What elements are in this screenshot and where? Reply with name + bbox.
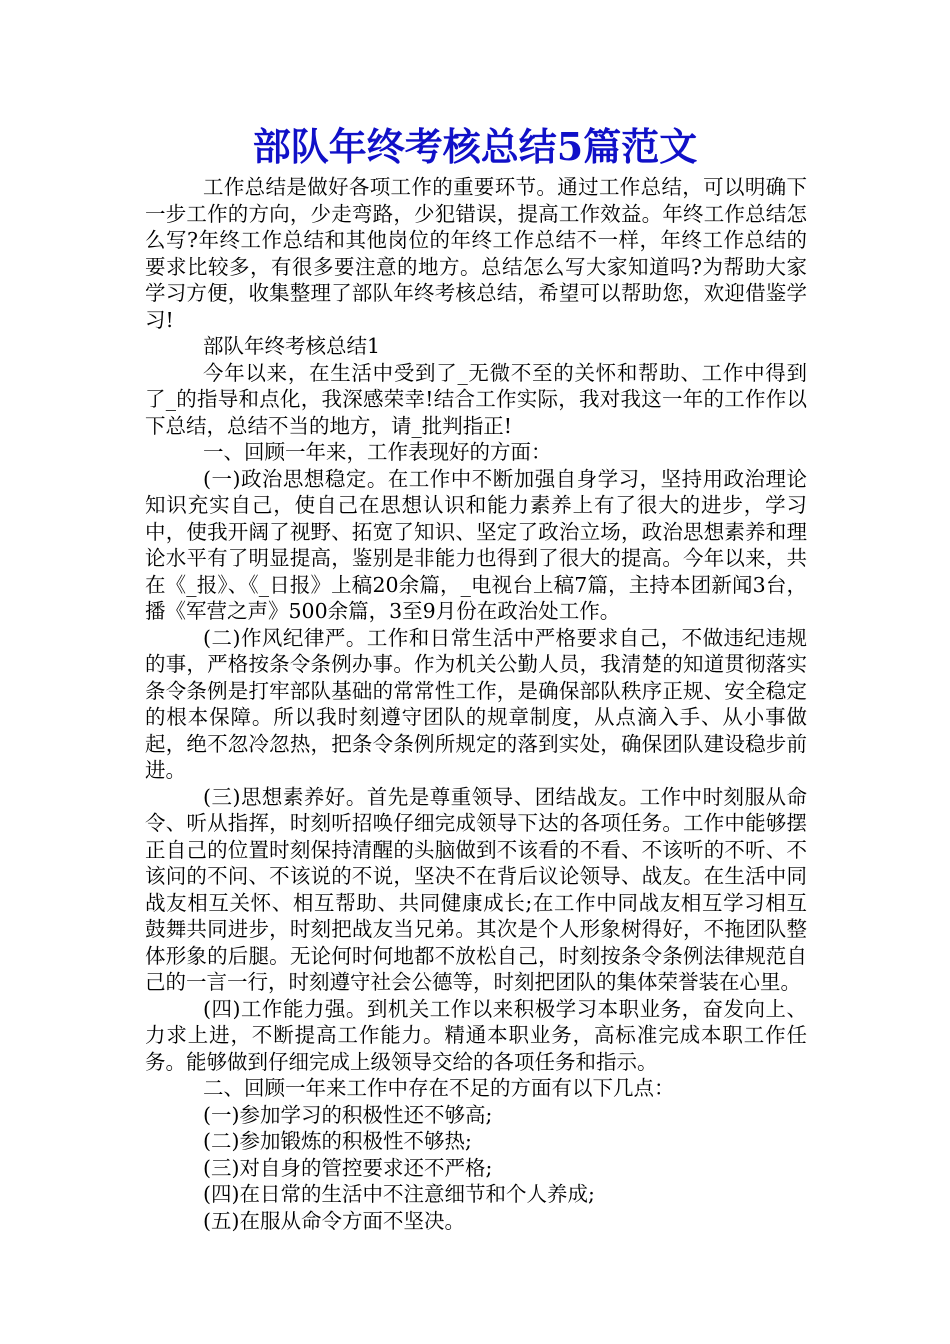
body-paragraph: 今年以来，在生活中受到了_无微不至的关怀和帮助、工作中得到了_的指导和点化，我深感荣幸!结合工作实际，我对我这一年的工作作以下总结，总结不当的地方，请_批判指正! [145, 360, 807, 438]
list-item: (五)在服从命令方面不坚决。 [203, 1208, 465, 1233]
document-title: 部队年终考核总结5篇范文 [252, 124, 698, 169]
document-body [145, 174, 807, 1234]
list-item: (一)参加学习的积极性还不够高; [203, 1102, 493, 1127]
section-heading: 部队年终考核总结1 [203, 334, 381, 358]
body-paragraph: (二)作风纪律严。工作和日常生活中严格要求自己，不做违纪违规的事，严格按条令条例办事。作为机关公勤人员，我清楚的知道贯彻落实条令条例是打牢部队基础的常常性工作，是确保部队秩序正规、安全稳定的根本保障。所以我时刻遵守团队的规章制度，从点滴入手、从小事做起，绝不忽冷忽热，把条令条例所规定的落到实处，确保团队建设稳步前进。 [145, 625, 807, 782]
list-item: (二)参加锻炼的积极性不够热; [203, 1129, 472, 1153]
subsection-heading: 一、回顾一年来，工作表现好的方面： [203, 440, 552, 464]
subsection-heading: 二、回顾一年来工作中存在不足的方面有以下几点： [203, 1076, 675, 1100]
body-paragraph: (一)政治思想稳定。在工作中不断加强自身学习，坚持用政治理论知识充实自己，使自己在思想认识和能力素养上有了很大的进步，学习中，使我开阔了视野、拓宽了知识、坚定了政治立场，政治思想素养和理论水平有了明显提高，鉴别是非能力也得到了很大的提高。今年以来，共在《_报》、《_日报》上稿20余篇，_电视台上稿7篇，主持本团新闻3台，播《军营之声》500余篇，3至9月份在政治处工作。 [145, 466, 807, 623]
list-item: (三)对自身的管控要求还不严格; [203, 1155, 493, 1180]
list-item: (四)在日常的生活中不注意细节和个人养成; [203, 1182, 595, 1206]
body-paragraph: (四)工作能力强。到机关工作以来积极学习本职业务，奋发向上、力求上进，不断提高工作能力。精通本职业务，高标准完成本职工作任务。能够做到仔细完成上级领导交给的各项任务和指示。 [145, 996, 807, 1074]
intro-paragraph: 工作总结是做好各项工作的重要环节。通过工作总结，可以明确下一步工作的方向，少走弯路，少犯错误，提高工作效益。年终工作总结怎么写?年终工作总结和其他岗位的年终工作总结不一样，年终工作总结的要求比较多，有很多要注意的地方。总结怎么写大家知道吗?为帮助大家学习方便，收集整理了部队年终考核总结，希望可以帮助您，欢迎借鉴学习! [145, 175, 807, 332]
body-paragraph: (三)思想素养好。首先是尊重领导、团结战友。工作中时刻服从命令、听从指挥，时刻听招唤仔细完成领导下达的各项任务。工作中能够摆正自己的位置时刻保持清醒的头脑做到不该看的不看、不该听的不听、不该问的不问、不该说的不说，坚决不在背后议论领导、战友。在生活中同战友相互关怀、相互帮助、共同健康成长;在工作中同战友相互学习相互鼓舞共同进步，时刻把战友当兄弟。其次是个人形象树得好，不拖团队整体形象的后腿。无论何时何地都不放松自己，时刻按条令条例法律规范自己的一言一行，时刻遵守社会公德等，时刻把团队的集体荣誉装在心里。 [145, 784, 807, 994]
